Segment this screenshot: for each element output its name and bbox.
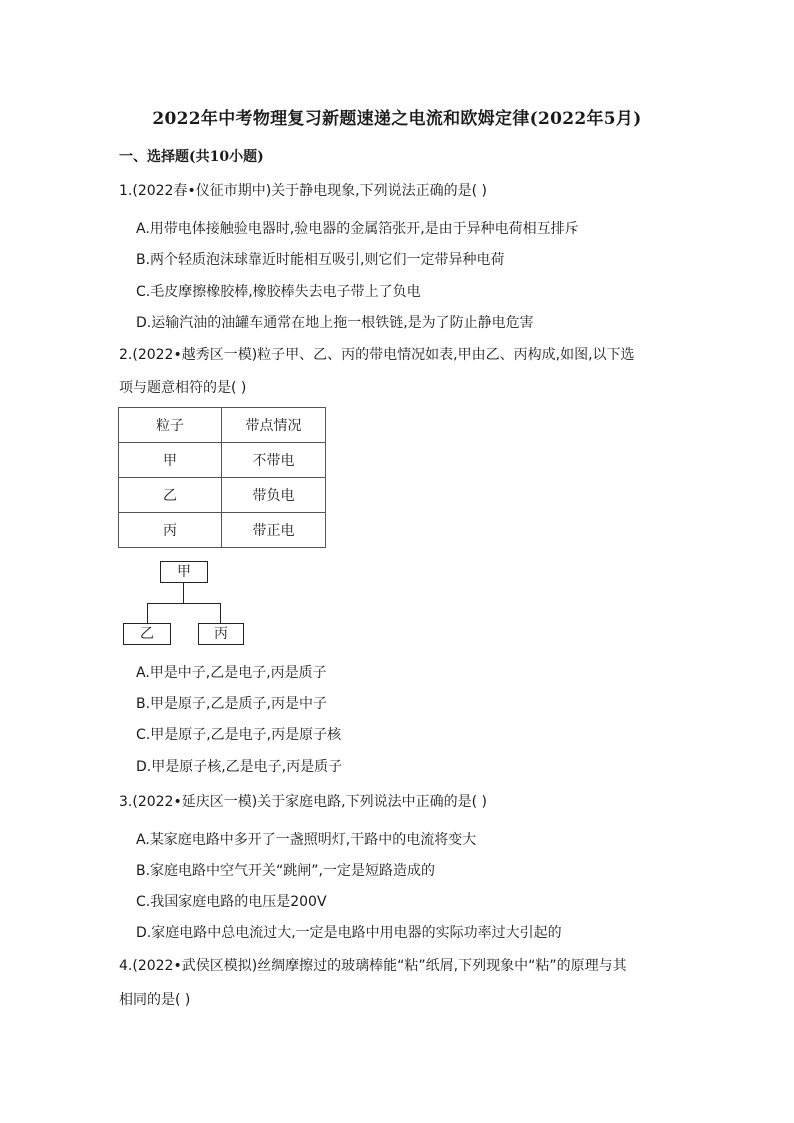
table-row <box>119 443 326 478</box>
diagram-connector <box>147 603 220 604</box>
question-4-stem-line-1: 4.(2022•武侯区模拟)丝绸摩擦过的玻璃棒能“粘”纸屑,下列现象中“粘”的原理与其 <box>119 958 627 974</box>
table-header-row <box>119 408 326 443</box>
particle-table <box>118 407 326 548</box>
question-1-option-b[interactable]: B.两个轻质泡沫球靠近时能相互吸引,则它们一定带异种电荷 <box>136 252 505 268</box>
question-1-stem: 1.(2022春•仪征市期中)关于静电现象,下列说法正确的是( ) <box>119 183 487 199</box>
diagram-box-left: 乙 <box>123 623 171 645</box>
table-cell: 带正电 <box>222 513 326 548</box>
question-2-stem-line-2: 项与题意相符的是( ) <box>119 380 247 396</box>
question-1-option-c[interactable]: C.毛皮摩擦橡胶棒,橡胶棒失去电子带上了负电 <box>136 284 421 300</box>
page-title: 2022年中考物理复习新题速递之电流和欧姆定律(2022年5月) <box>152 109 642 129</box>
table-cell: 不带电 <box>222 443 326 478</box>
question-2-option-c[interactable]: C.甲是原子,乙是电子,丙是原子核 <box>136 727 342 743</box>
diagram-box-right: 丙 <box>198 623 244 645</box>
question-2-option-d[interactable]: D.甲是原子核,乙是电子,丙是质子 <box>136 759 343 775</box>
diagram-box-top: 甲 <box>160 561 208 583</box>
table-header: 粒子 <box>119 408 222 443</box>
diagram-connector <box>147 603 148 623</box>
question-4-stem-line-2: 相同的是( ) <box>119 992 191 1008</box>
table-row <box>119 513 326 548</box>
table-cell: 甲 <box>119 443 222 478</box>
diagram-connector <box>220 603 221 623</box>
question-3-option-a[interactable]: A.某家庭电路中多开了一盏照明灯,干路中的电流将变大 <box>136 832 477 848</box>
question-1-option-d[interactable]: D.运输汽油的油罐车通常在地上拖一根铁链,是为了防止静电危害 <box>136 315 534 331</box>
table-cell: 带负电 <box>222 478 326 513</box>
table-row <box>119 478 326 513</box>
question-2-option-b[interactable]: B.甲是原子,乙是质子,丙是中子 <box>136 696 327 712</box>
table-cell: 乙 <box>119 478 222 513</box>
table-cell: 丙 <box>119 513 222 548</box>
question-3-option-d[interactable]: D.家庭电路中总电流过大,一定是电路中用电器的实际功率过大引起的 <box>136 925 562 941</box>
question-3-option-c[interactable]: C.我国家庭电路的电压是200V <box>136 894 327 910</box>
question-3-option-b[interactable]: B.家庭电路中空气开关“跳闸”,一定是短路造成的 <box>136 863 436 879</box>
question-1-option-a[interactable]: A.用带电体接触验电器时,验电器的金属箔张开,是由于异种电荷相互排斥 <box>136 221 579 237</box>
question-2-stem-line-1: 2.(2022•越秀区一模)粒子甲、乙、丙的带电情况如表,甲由乙、丙构成,如图,以下选 <box>119 347 635 363</box>
question-2-option-a[interactable]: A.甲是中子,乙是电子,丙是质子 <box>136 665 327 681</box>
question-3-stem: 3.(2022•延庆区一模)关于家庭电路,下列说法中正确的是( ) <box>119 794 487 810</box>
diagram-connector <box>183 583 184 603</box>
table-header: 带点情况 <box>222 408 326 443</box>
particle-composition-diagram <box>118 558 258 648</box>
section-heading: 一、选择题(共10小题) <box>119 149 264 165</box>
